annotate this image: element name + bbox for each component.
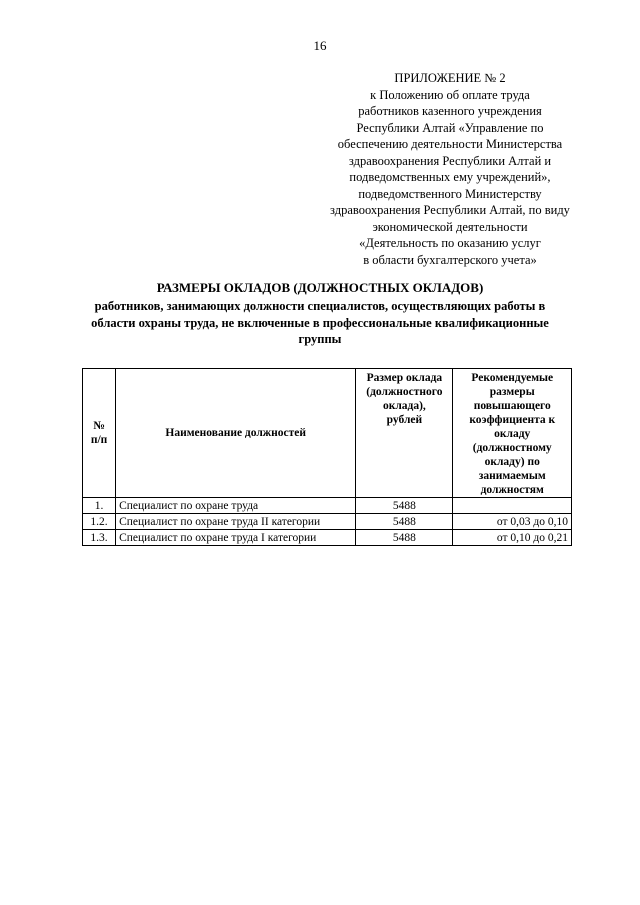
appendix-line: работников казенного учреждения <box>358 104 542 118</box>
appendix-line: здравоохранения Республики Алтай и <box>348 153 552 168</box>
table-row <box>83 514 572 530</box>
page-number: 16 <box>313 38 327 53</box>
appendix-line: «Деятельность по оказанию услуг <box>359 236 541 250</box>
appendix-header <box>330 70 570 268</box>
row-salary: 5488 <box>356 514 453 530</box>
appendix-line: здравоохранения Республики Алтай, по виду <box>330 203 570 217</box>
header-position-name: Наименование должностей <box>116 369 356 498</box>
header-coefficient: Рекомендуемые размеры повышающего коэффициента к окладу (должностному окладу) по занимаемым должностям <box>453 369 572 498</box>
title-subtitle <box>60 298 580 348</box>
appendix-line: в области бухгалтерского учета» <box>363 252 537 267</box>
row-coefficient: от 0,03 до 0,10 <box>453 514 572 530</box>
header-number: № п/п <box>83 369 116 498</box>
row-position-name: Специалист по охране труда I категории <box>116 530 356 546</box>
row-salary: 5488 <box>356 530 453 546</box>
row-number: 1. <box>83 498 116 514</box>
row-number: 1.3. <box>83 530 116 546</box>
row-number: 1.2. <box>83 514 116 530</box>
subtitle-line: работников, занимающих должности специалистов, осуществляющих работы в <box>94 299 546 313</box>
table-row <box>83 530 572 546</box>
appendix-line: Республики Алтай «Управление по <box>356 120 544 135</box>
document-title <box>60 280 580 348</box>
subtitle-line: группы <box>298 332 342 346</box>
appendix-line: обеспечению деятельности Министерства <box>337 137 563 151</box>
table-row <box>83 498 572 514</box>
appendix-line: экономической деятельности <box>372 219 528 234</box>
appendix-line: ПРИЛОЖЕНИЕ № 2 <box>394 71 506 85</box>
header-salary: Размер оклада (должностного оклада), рублей <box>356 369 453 498</box>
appendix-line: к Положению об оплате труда <box>370 87 530 102</box>
salary-table <box>82 368 572 546</box>
subtitle-line: области охраны труда, не включенные в профессиональные квалификационные <box>91 315 549 330</box>
row-coefficient: от 0,10 до 0,21 <box>453 530 572 546</box>
table-header-row <box>83 369 572 498</box>
title-main: РАЗМЕРЫ ОКЛАДОВ (ДОЛЖНОСТНЫХ ОКЛАДОВ) <box>156 280 484 295</box>
appendix-line: подведомственных ему учреждений», <box>349 170 551 184</box>
row-coefficient <box>453 498 572 514</box>
appendix-line: подведомственного Министерству <box>358 186 542 201</box>
row-position-name: Специалист по охране труда II категории <box>116 514 356 530</box>
row-position-name: Специалист по охране труда <box>116 498 356 514</box>
row-salary: 5488 <box>356 498 453 514</box>
